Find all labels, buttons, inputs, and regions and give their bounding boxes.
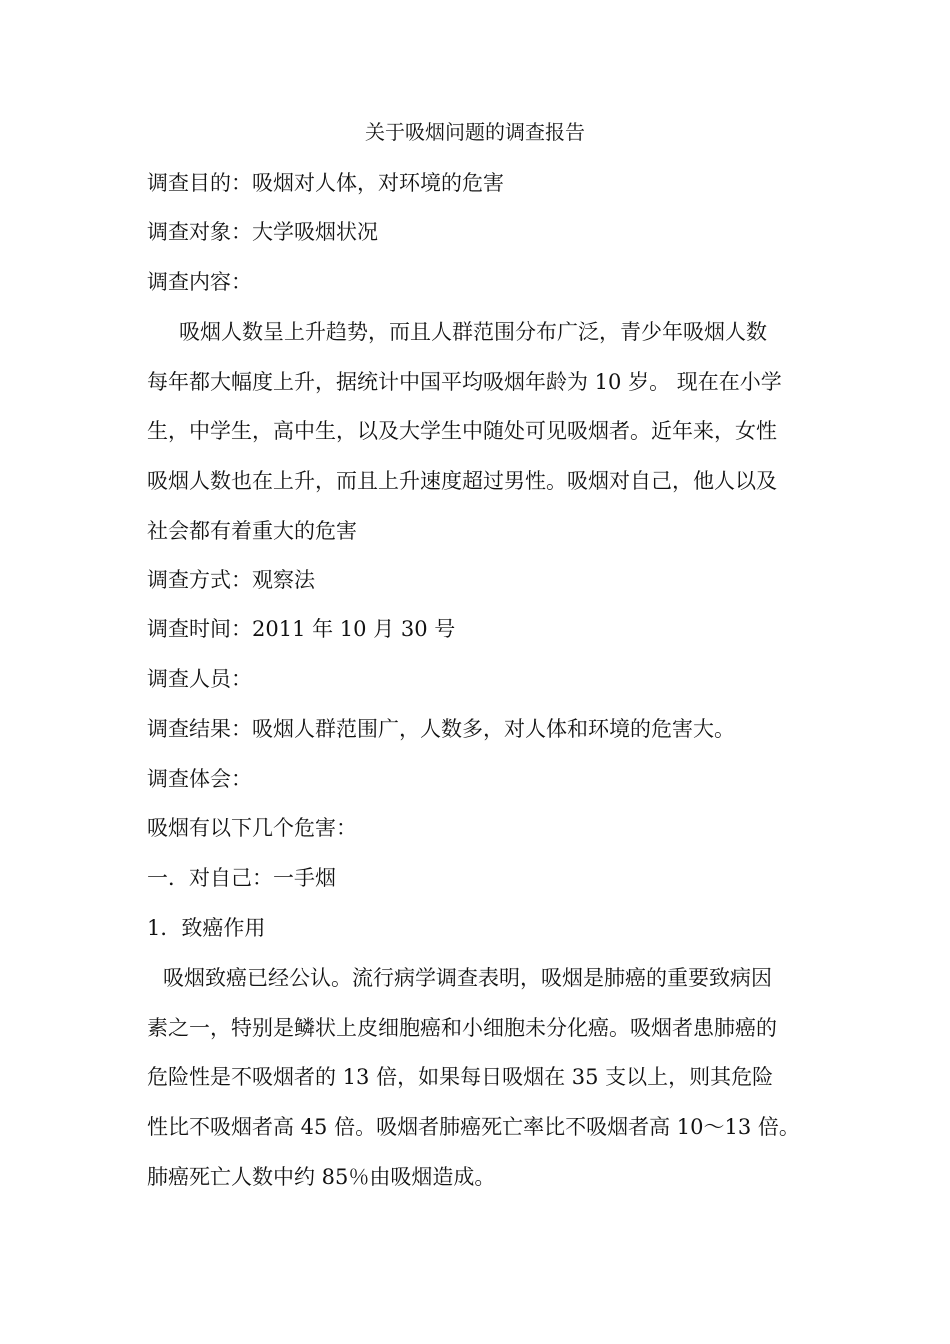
paragraph-line: 每年都大幅度上升，据统计中国平均吸烟年龄为 10 岁。 现在在小学 xyxy=(147,369,782,394)
paragraph-line: 素之一，特别是鳞状上皮细胞癌和小细胞未分化癌。吸烟者患肺癌的 xyxy=(147,1015,777,1040)
survey-purpose: 调查目的：吸烟对人体，对环境的危害 xyxy=(147,171,504,195)
survey-method: 调查方式：观察法 xyxy=(147,568,315,592)
paragraph-line: 肺癌死亡人数中约 85％由吸烟造成。 xyxy=(147,1164,496,1189)
section-one-heading: 一．对自己：一手烟 xyxy=(147,866,336,890)
paragraph-line: 性比不吸烟者高 45 倍。吸烟者肺癌死亡率比不吸烟者高 10～13 倍。 xyxy=(147,1115,800,1140)
paragraph-line: 吸烟人数也在上升，而且上升速度超过男性。吸烟对自己，他人以及 xyxy=(147,469,777,494)
document-title: 关于吸烟问题的调查报告 xyxy=(365,120,585,144)
survey-subject: 调查对象：大学吸烟状况 xyxy=(147,220,378,244)
survey-experience: 调查体会： xyxy=(147,767,252,791)
paragraph-line: 社会都有着重大的危害 xyxy=(147,518,357,543)
survey-content-heading: 调查内容： xyxy=(147,270,252,294)
survey-result: 调查结果：吸烟人群范围广，人数多，对人体和环境的危害大。 xyxy=(147,717,735,741)
paragraph-line: 吸烟致癌已经公认。流行病学调查表明，吸烟是肺癌的重要致病因 xyxy=(163,966,772,990)
item-one-heading: 1．致癌作用 xyxy=(147,916,266,940)
cancer-paragraph xyxy=(147,954,813,1203)
survey-time: 调查时间：2011 年 10 月 30 号 xyxy=(147,617,456,641)
paragraph-line: 生，中学生，高中生，以及大学生中随处可见吸烟者。近年来，女性 xyxy=(147,419,777,444)
survey-content-paragraph xyxy=(147,308,813,557)
paragraph-line: 吸烟人数呈上升趋势，而且人群范围分布广泛，青少年吸烟人数 xyxy=(179,320,767,344)
harms-intro: 吸烟有以下几个危害： xyxy=(147,816,357,840)
paragraph-line: 危险性是不吸烟者的 13 倍，如果每日吸烟在 35 支以上，则其危险 xyxy=(147,1065,774,1090)
survey-staff: 调查人员： xyxy=(147,667,252,691)
